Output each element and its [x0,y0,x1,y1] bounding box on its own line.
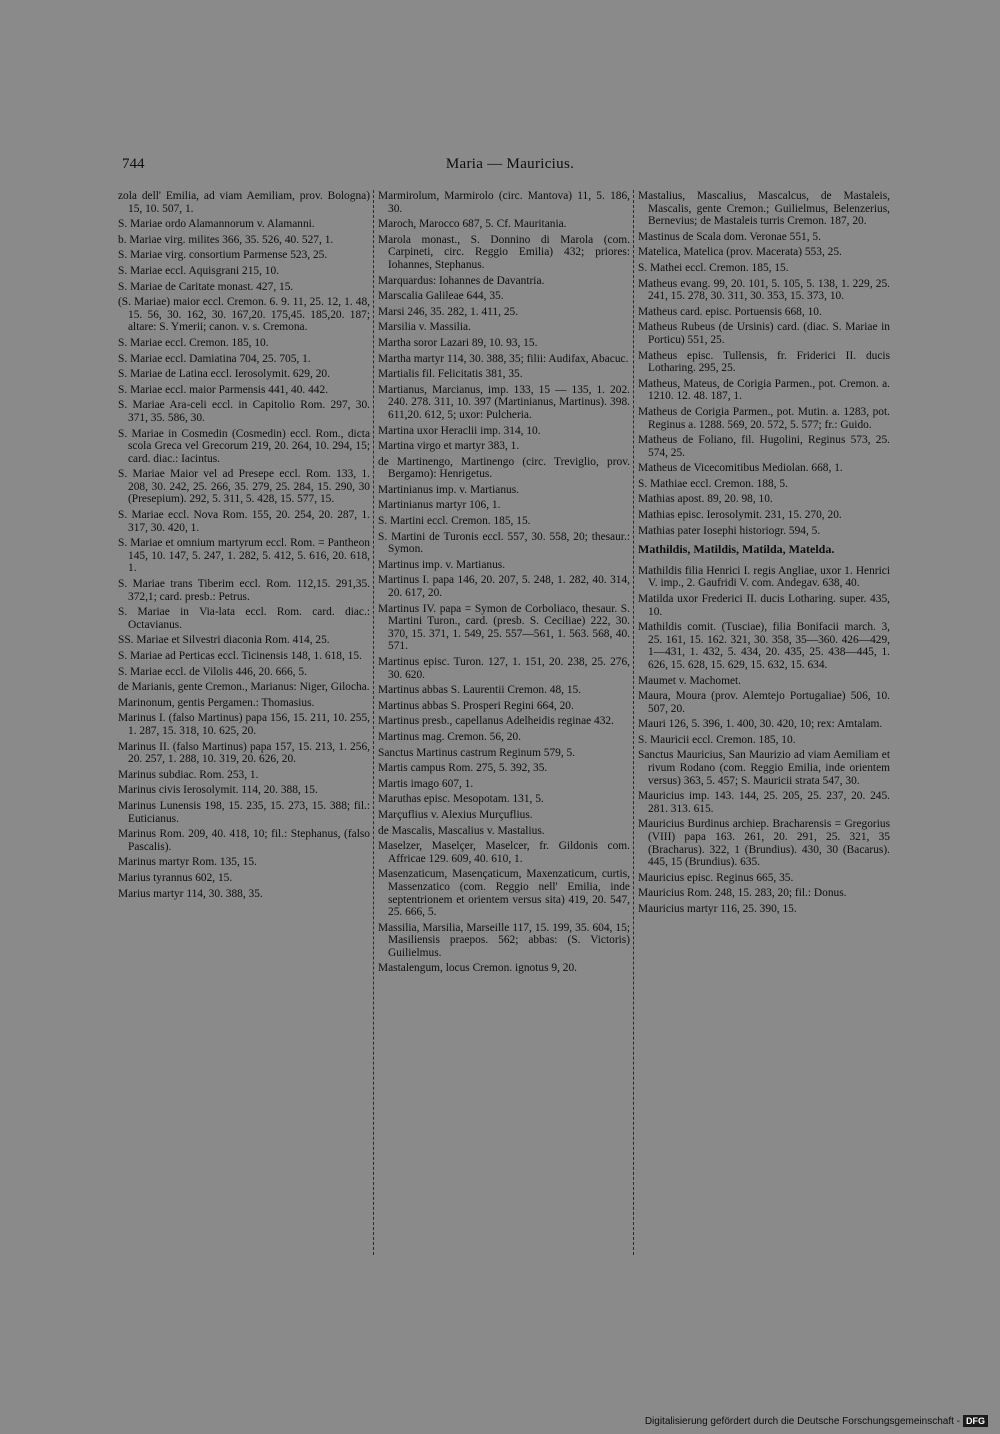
index-entry: S. Mariae in Cosmedin (Cosmedin) eccl. Rom., dicta scola Greca vel Grecorum 219, 20. 264, 10. 294, 15; card. diac.: Iacintus. [118,427,370,465]
index-entry: Martinus I. papa 146, 20. 207, 5. 248, 1. 282, 40. 314, 20. 617, 20. [378,574,630,600]
index-entry: Martinianus imp. v. Martianus. [378,483,519,496]
index-entry: Matheus card. episc. Portuensis 668, 10. [638,305,822,318]
index-entry: Sanctus Martinus castrum Reginum 579, 5. [378,746,576,759]
footer-credit [645,1415,988,1427]
index-entry: de Martinengo, Martinengo (circ. Treviglio, prov. Bergamo): Henrigetus. [378,455,630,481]
index-entry: Matilda uxor Frederici II. ducis Lotharing. super. 435, 10. [638,592,890,618]
index-entry: S. Mariae eccl. Nova Rom. 155, 20. 254, 20. 287, 1. 317, 30. 420, 1. [118,509,370,534]
index-entry: Marinus I. (falso Martinus) papa 156, 15. 211, 10. 255, 1. 287, 15. 318, 10. 625, 20. [118,712,370,737]
index-entry: Mastalengum, locus Cremon. ignotus 9, 20. [378,962,578,975]
index-entry: Matheus evang. 99, 20. 101, 5. 105, 5. 138, 1. 229, 25. 241, 15. 278, 30. 311, 30. 353, 15. 373, 10. [638,277,890,303]
index-entry: Mathildis, Matildis, Matilda, Matelda. [638,542,835,557]
index-entry: Mathias episc. Ierosolymit. 231, 15. 270, 20. [638,509,842,522]
index-entry: Martinus abbas S. Prosperi Regini 664, 20. [378,699,574,712]
index-entry: S. Mariae Maior vel ad Presepe eccl. Rom. 133, 1. 208, 30. 242, 25. 266, 35. 279, 25. 284, 15. 290, 30 (Presepium). 292, 5. 311, 5. 428, 15. 577, 15. [118,468,370,506]
index-column-2 [378,190,630,978]
index-entry: Marmirolum, Marmirolo (circ. Mantova) 11, 5. 186, 30. [378,190,630,215]
index-entry: S. Mariae Ara-celi eccl. in Capitolio Rom. 297, 30. 371, 35. 586, 30. [118,399,370,424]
index-entry: Mauricius Burdinus archiep. Bracharensis = Gregorius (VIII) papa 163. 261, 20. 291, 25. 321, 35 (Bracharus). 322, 1 (Brundius). 430, 30 (Bacarus). 445, 15 (Brundius). 635. [638,818,890,869]
index-entry: Marinus civis Ierosolymit. 114, 20. 388, 15. [118,784,318,797]
index-entry: Matheus de Corigia Parmen., pot. Mutin. a. 1283, pot. Reginus a. 1288. 569, 20. 572, 5. 577; fr.: Guido. [638,405,890,431]
index-entry: b. Mariae virg. milites 366, 35. 526, 40. 527, 1. [118,233,334,246]
index-entry: S. Mariae virg. consortium Parmense 523, 25. [118,249,328,262]
index-entry: S. Mariae eccl. maior Parmensis 441, 40. 442. [118,383,329,396]
index-entry: S. Mariae de Caritate monast. 427, 15. [118,280,294,293]
index-entry: Martinianus martyr 106, 1. [378,499,501,512]
index-entry: Marinus Rom. 209, 40. 418, 10; fil.: Stephanus, (falso Pascalis). [118,828,370,853]
index-entry: Martina uxor Heraclii imp. 314, 10. [378,424,541,437]
index-entry: Matheus de Vicecomitibus Mediolan. 668, 1. [638,462,843,475]
footer-text: Digitalisierung gefördert durch die Deutsche Forschungsgemeinschaft - [644,1415,960,1427]
index-entry: Mathias apost. 89, 20. 98, 10. [638,493,773,506]
index-entry: Martianus, Marcianus, imp. 133, 15 — 135, 1. 202. 240. 278. 311, 10. 397 (Martinianus, Martinus). 398. 611,20. 612, 5; uxor: Pulcheria. [378,383,630,421]
index-entry: Mathildis comit. (Tusciae), filia Bonifacii march. 3, 25. 161, 15. 162. 321, 30. 358, 35—360. 426—429, 1—431, 1. 432, 5. 434, 20. 435, 25. 438—445, 1. 626, 15. 628, 15. 629, 15. 632, 15. 634. [638,621,890,671]
index-entry: Martinus presb., capellanus Adelheidis reginae 432. [378,715,614,728]
page-number: 744 [122,156,145,172]
index-entry: Maumet v. Machomet. [638,674,742,687]
index-entry: Mastinus de Scala dom. Veronae 551, 5. [638,230,821,243]
index-entry: SS. Mariae et Silvestri diaconia Rom. 414, 25. [118,634,330,647]
index-entry: Maura, Moura (prov. Alemtejo Portugaliae) 506, 10. 507, 20. [638,690,890,715]
index-entry: Marinus Lunensis 198, 15. 235, 15. 273, 15. 388; fil.: Euticianus. [118,799,370,825]
index-entry: S. Mariae et omnium martyrum eccl. Rom. = Pantheon 145, 10. 147, 5. 247, 1. 282, 5. 412, 5. 616, 20. 618, 1. [118,537,370,575]
index-entry: Mauricius imp. 143. 144, 25. 205, 25. 237, 20. 245. 281. 313. 615. [638,790,890,815]
index-entry: S. Mariae in Via-lata eccl. Rom. card. diac.: Octavianus. [118,606,370,631]
index-entry: Martha martyr 114, 30. 388, 35; filii: Audifax, Abacuc. [378,352,629,365]
index-entry: Martinus imp. v. Martianus. [378,558,506,571]
index-entry: Martialis fil. Felicitatis 381, 35. [378,368,523,381]
index-entry: Maruthas episc. Mesopotam. 131, 5. [378,793,544,806]
index-entry: Marsi 246, 35. 282, 1. 411, 25. [378,305,519,318]
index-entry: Mathildis filia Henrici I. regis Angliae, uxor 1. Henrici V. imp., 2. Gaufridi V. com. Andegav. 638, 40. [638,564,890,590]
running-head: Maria — Mauricius. [445,156,575,172]
index-entry: Marius martyr 114, 30. 388, 35. [118,887,263,900]
index-entry: Marquardus: Iohannes de Davantria. [378,274,545,287]
index-entry: Mauri 126, 5. 396, 1. 400, 30. 420, 10; rex: Amtalam. [638,718,883,731]
index-entry: Matheus de Foliano, fil. Hugolini, Reginus 573, 25. 574, 25. [638,434,890,459]
index-entry: Marinus subdiac. Rom. 253, 1. [118,768,259,781]
index-entry: Mastalius, Mascalius, Mascalcus, de Mastaleis, Mascalis, gente Cremon.; Guilielmus, Belenzerius, Bernevius; de Mastaleis turris Cremon. 187, 20. [638,190,890,228]
index-entry: Mauricius martyr 116, 25. 390, 15. [638,903,797,915]
index-entry: Martinus abbas S. Laurentii Cremon. 48, 15. [378,684,582,697]
index-entry: Marsilia v. Massilia. [378,321,471,334]
index-entry: S. Mathiae eccl. Cremon. 188, 5. [638,477,788,490]
index-entry: Martinus IV. papa = Symon de Corboliaco, thesaur. S. Martini Turon., card. (presb. S. Ceciliae) 222, 30. 370, 15. 371, 1. 549, 25. 557—561, 1. 563. 568, 40. 571. [378,602,630,653]
index-entry: Matheus, Mateus, de Corigia Parmen., pot. Cremon. a. 1210. 12. 48. 187, 1. [638,377,890,403]
index-entry: Matelica, Matelica (prov. Macerata) 553, 25. [638,246,842,259]
index-entry: Masenzaticum, Masençaticum, Maxenzaticum, curtis, Massenzatico (com. Reggio nell' Emilia, inde septentrionem et orientem versus sita) 419, 20. 547, 25. 666, 5. [378,868,630,919]
index-entry: Martis campus Rom. 275, 5. 392, 35. [378,762,548,775]
index-entry: S. Mariae trans Tiberim eccl. Rom. 112,15. 291,35. 372,1; card. presb.: Petrus. [118,578,370,603]
index-entry: S. Mathei eccl. Cremon. 185, 15. [638,261,789,274]
index-entry: Massilia, Marsilia, Marseille 117, 15. 199, 35. 604, 15; Masiliensis praepos. 562; abbas: (S. Victoris) Guilielmus. [378,921,630,959]
index-entry: S. Mauricii eccl. Cremon. 185, 10. [638,733,796,746]
index-entry: Sanctus Mauricius, San Maurizio ad viam Aemiliam et rivum Rodano (com. Reggio Emilia, inde orientem versus) 363, 5. 457; S. Mauricii strata 547, 30. [638,749,890,787]
index-entry: Marola monast., S. Donnino di Marola (com. Carpineti, circ. Reggio Emilia) 432; priores: Iohannes, Stephanus. [378,233,630,271]
index-entry: Martinus episc. Turon. 127, 1. 151, 20. 238, 25. 276, 30. 620. [378,656,630,681]
index-entry: (S. Mariae) maior eccl. Cremon. 6. 9. 11, 25. 12, 1. 48, 15. 56, 30. 162, 30. 167,20. 175,45. 185,20. 187; altare: S. Ymerii; canon. v. s. Cremona. [118,296,370,334]
index-entry: S. Martini de Turonis eccl. 557, 30. 558, 20; thesaur.: Symon. [378,530,630,556]
index-entry: Marinus martyr Rom. 135, 15. [118,856,257,869]
index-entry: Mauricius episc. Reginus 665, 35. [638,871,794,884]
index-column-1 [118,190,370,903]
column-divider [633,190,634,1255]
index-entry: S. Mariae ad Perticas eccl. Ticinensis 148, 1. 618, 15. [118,650,362,662]
index-entry: de Mascalis, Mascalius v. Mastalius. [378,824,545,837]
index-entry: Maroch, Marocco 687, 5. Cf. Mauritania. [378,218,567,231]
index-entry: Mauricius Rom. 248, 15. 283, 20; fil.: Donus. [638,887,847,900]
column-divider [373,190,374,1255]
index-entry: Matheus Rubeus (de Ursinis) card. (diac. S. Mariae in Porticu) 551, 25. [638,321,890,346]
index-entry: S. Mariae eccl. Aquisgrani 215, 10. [118,264,280,277]
index-column-3 [638,190,890,919]
index-entry: Marinonum, gentis Pergamen.: Thomasius. [118,696,315,709]
index-entry: Matheus episc. Tullensis, fr. Friderici II. ducis Lotharing. 295, 25. [638,349,890,375]
index-entry: S. Mariae eccl. de Vilolis 446, 20. 666, 5. [118,665,307,678]
index-entry: Marius tyrannus 602, 15. [118,871,233,884]
index-entry: S. Mariae ordo Alamannorum v. Alamanni. [118,218,315,231]
index-entry: de Marianis, gente Cremon., Marianus: Niger, Gilocha. [118,681,370,694]
index-entry: Martina virgo et martyr 383, 1. [378,440,520,453]
index-entry: Maselzer, Maselçer, Maselcer, fr. Gildonis com. Affricae 129. 609, 40. 610, 1. [378,840,630,865]
index-entry: S. Mariae eccl. Cremon. 185, 10. [118,336,269,349]
index-entry: S. Mariae de Latina eccl. Ierosolymit. 629, 20. [118,368,330,381]
index-entry: zola dell' Emilia, ad viam Aemiliam, prov. Bologna) 15, 10. 507, 1. [118,190,370,215]
index-entry: Martha soror Lazari 89, 10. 93, 15. [378,336,538,349]
index-entry: Marinus II. (falso Martinus) papa 157, 15. 213, 1. 256, 20. 257, 1. 288, 10. 319, 20. 626, 20. [118,740,370,766]
index-entry: Marçuflius v. Alexius Murçuflius. [378,808,533,821]
dfg-logo: DFG [963,1415,988,1427]
index-entry: Mathias pater Iosephi historiogr. 594, 5. [638,524,821,537]
index-entry: Martis imago 607, 1. [378,777,474,790]
index-entry: Marscalia Galileae 644, 35. [378,290,504,303]
index-entry: S. Mariae eccl. Damiatina 704, 25. 705, 1. [118,352,311,365]
index-entry: Martinus mag. Cremon. 56, 20. [378,730,522,743]
index-entry: S. Martini eccl. Cremon. 185, 15. [378,515,531,528]
